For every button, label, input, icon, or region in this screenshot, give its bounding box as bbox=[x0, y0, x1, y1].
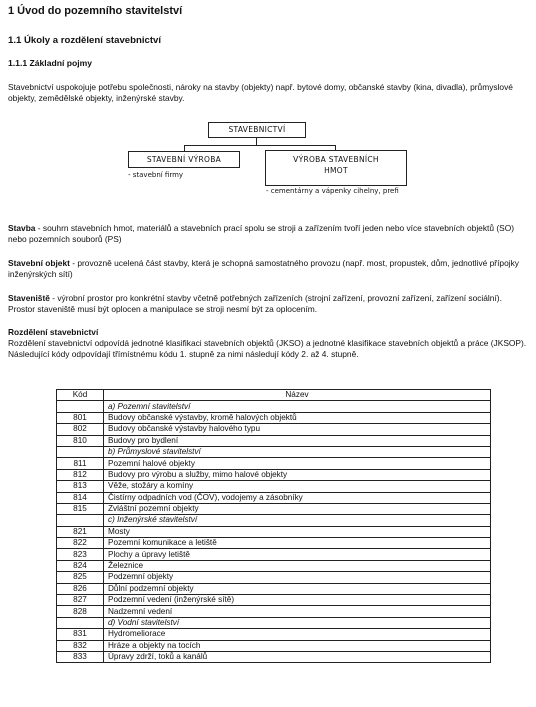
cell-kod: 815 bbox=[57, 503, 104, 514]
table-row bbox=[57, 595, 491, 606]
cell-kod: 822 bbox=[57, 538, 104, 549]
column-header-kod: Kód bbox=[57, 390, 104, 401]
diagram-connector bbox=[184, 145, 336, 146]
classification-section bbox=[8, 327, 528, 360]
cell-kod: 802 bbox=[57, 424, 104, 435]
diagram-box-stavebnictvi: STAVEBNICTVÍ bbox=[208, 122, 306, 138]
cell-kod bbox=[57, 446, 104, 457]
definition-text: - provozně ucelená část stavby, která je schopná samostatného provozu (např. most, propustek, dům, jednotlivé přípojky inženýrských sítí) bbox=[8, 258, 519, 279]
cell-nazev: Důlní podzemní objekty bbox=[104, 583, 491, 594]
cell-nazev: Budovy pro bydlení bbox=[104, 435, 491, 446]
diagram-box-line: HMOT bbox=[324, 166, 348, 175]
cell-nazev: Podzemní objekty bbox=[104, 572, 491, 583]
cell-kod: 813 bbox=[57, 481, 104, 492]
cell-nazev: a) Pozemní stavitelství bbox=[104, 401, 491, 412]
diagram-note-left: - stavební firmy bbox=[128, 171, 184, 179]
cell-nazev: Hydromeliorace bbox=[104, 629, 491, 640]
table-row bbox=[57, 538, 491, 549]
table-row bbox=[57, 640, 491, 651]
table-group-row bbox=[57, 515, 491, 526]
cell-kod bbox=[57, 617, 104, 628]
table-row bbox=[57, 549, 491, 560]
cell-nazev: Hráze a objekty na tocích bbox=[104, 640, 491, 651]
diagram-note-right: - cementárny a vápenky cihelny, prefi bbox=[266, 187, 399, 195]
table-row bbox=[57, 481, 491, 492]
cell-kod bbox=[57, 515, 104, 526]
table-group-row bbox=[57, 446, 491, 457]
cell-nazev: Plochy a úpravy letiště bbox=[104, 549, 491, 560]
cell-kod: 826 bbox=[57, 583, 104, 594]
term: Stavba bbox=[8, 223, 36, 233]
cell-kod: 833 bbox=[57, 651, 104, 662]
table-row bbox=[57, 412, 491, 423]
table-group-row bbox=[57, 401, 491, 412]
cell-nazev: Věže, stožáry a komíny bbox=[104, 481, 491, 492]
definition-stavebni-objekt bbox=[8, 258, 528, 280]
definition-text: - výrobní prostor pro konkrétní stavby včetně potřebných zařízeních (strojní zařízení, provozní zařízení, zařízení sociální). Prostor staveniště musí být oplocen a manipulace se stroji nesmí být za oplocením. bbox=[8, 293, 502, 314]
cell-kod: 812 bbox=[57, 469, 104, 480]
table-row bbox=[57, 526, 491, 537]
cell-kod: 821 bbox=[57, 526, 104, 537]
table-row bbox=[57, 458, 491, 469]
cell-kod: 810 bbox=[57, 435, 104, 446]
cell-kod: 832 bbox=[57, 640, 104, 651]
cell-kod bbox=[57, 401, 104, 412]
cell-nazev: Zvláštní pozemní objekty bbox=[104, 503, 491, 514]
chapter-heading: 1 Úvod do pozemního stavitelství bbox=[8, 5, 183, 17]
cell-nazev: d) Vodní stavitelství bbox=[104, 617, 491, 628]
table-body bbox=[57, 401, 491, 663]
diagram-box-vyroba-hmot bbox=[265, 150, 407, 186]
classification-title: Rozdělení stavebnictví bbox=[8, 327, 99, 337]
cell-nazev: Podzemní vedení (inženýrské sítě) bbox=[104, 595, 491, 606]
cell-kod: 801 bbox=[57, 412, 104, 423]
table-row bbox=[57, 583, 491, 594]
cell-kod: 811 bbox=[57, 458, 104, 469]
definition-stavba bbox=[8, 223, 528, 245]
cell-kod: 828 bbox=[57, 606, 104, 617]
table-row bbox=[57, 503, 491, 514]
cell-nazev: Nadzemní vedení bbox=[104, 606, 491, 617]
table-row bbox=[57, 560, 491, 571]
cell-kod: 823 bbox=[57, 549, 104, 560]
section-heading: 1.1 Úkoly a rozdělení stavebnictví bbox=[8, 35, 162, 46]
diagram-box-stavebni-vyroba: STAVEBNÍ VÝROBA bbox=[128, 151, 240, 168]
definition-text: - souhrn stavebních hmot, materiálů a stavebních prací spolu se stroji a zařízením tvoří jeden nebo více stavebních objektů (SO) nebo pozemních souborů (PS) bbox=[8, 223, 515, 244]
cell-kod: 825 bbox=[57, 572, 104, 583]
diagram-connector bbox=[256, 138, 257, 145]
cell-nazev: Budovy občanské výstavby halového typu bbox=[104, 424, 491, 435]
definition-staveniste bbox=[8, 293, 528, 315]
cell-nazev: Budovy občanské výstavby, kromě halových objektů bbox=[104, 412, 491, 423]
diagram-box-line: VÝROBA STAVEBNÍCH bbox=[293, 155, 379, 164]
table-row bbox=[57, 424, 491, 435]
cell-nazev: Čistírny odpadních vod (ČOV), vodojemy a zásobníky bbox=[104, 492, 491, 503]
table-header-row bbox=[57, 390, 491, 401]
cell-nazev: Budovy pro výrobu a služby, mimo halové objekty bbox=[104, 469, 491, 480]
table-row bbox=[57, 492, 491, 503]
term: Stavební objekt bbox=[8, 258, 70, 268]
table-row bbox=[57, 651, 491, 662]
cell-nazev: b) Průmyslové stavitelství bbox=[104, 446, 491, 457]
cell-kod: 831 bbox=[57, 629, 104, 640]
cell-nazev: c) Inženýrské stavitelství bbox=[104, 515, 491, 526]
column-header-nazev: Název bbox=[104, 390, 491, 401]
cell-kod: 827 bbox=[57, 595, 104, 606]
table-row bbox=[57, 435, 491, 446]
cell-nazev: Pozemní halové objekty bbox=[104, 458, 491, 469]
cell-nazev: Pozemní komunikace a letiště bbox=[104, 538, 491, 549]
cell-nazev: Mosty bbox=[104, 526, 491, 537]
classification-text: Rozdělení stavebnictví odpovídá jednotné klasifikaci stavebních objektů (JKSO) a jednotné klasifikace stavebních objektů a práce (JKSOP). Následující kódy odpovídají třímístnému kódu 1. stupně za nimi následují kódy 2. až 4. stupně. bbox=[8, 338, 527, 359]
table-row bbox=[57, 606, 491, 617]
term: Staveniště bbox=[8, 293, 50, 303]
table-row bbox=[57, 629, 491, 640]
cell-kod: 814 bbox=[57, 492, 104, 503]
classification-table bbox=[56, 389, 491, 663]
table-group-row bbox=[57, 617, 491, 628]
cell-nazev: Železnice bbox=[104, 560, 491, 571]
cell-nazev: Úpravy zdrží, toků a kanálů bbox=[104, 651, 491, 662]
table-row bbox=[57, 469, 491, 480]
cell-kod: 824 bbox=[57, 560, 104, 571]
intro-paragraph: Stavebnictví uspokojuje potřebu společnosti, nároky na stavby (objekty) např. bytové domy, občanské stavby (kina, divadla), průmyslové objekty, zemědělské objekty, inženýrské stavby. bbox=[8, 82, 513, 103]
table-row bbox=[57, 572, 491, 583]
subsection-heading: 1.1.1 Základní pojmy bbox=[8, 58, 93, 68]
